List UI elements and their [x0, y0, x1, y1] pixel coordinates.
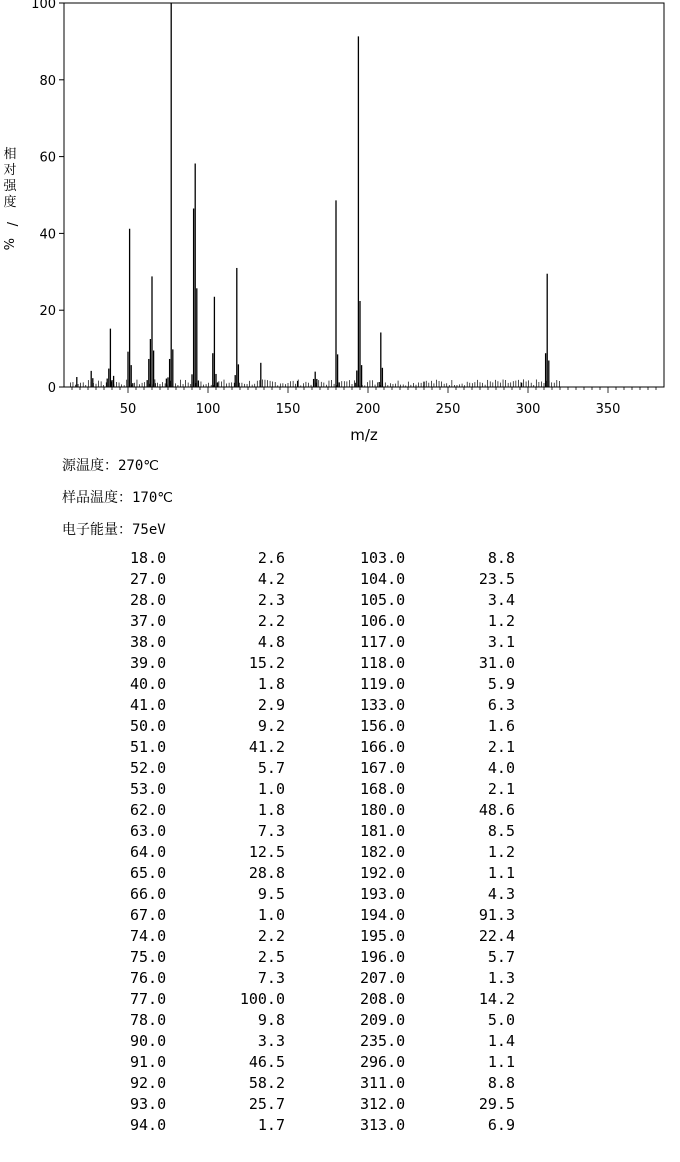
- peak-mz: 27.0: [130, 570, 167, 588]
- peak-row: [130, 1094, 285, 1115]
- peak-mz: 63.0: [130, 822, 167, 840]
- source-temperature: [62, 455, 159, 475]
- peak-abundance: 4.3: [487, 885, 515, 903]
- peak-abundance: 25.7: [248, 1095, 285, 1113]
- peak-mz: 64.0: [130, 843, 167, 861]
- spectrum-peaks: [77, 3, 549, 387]
- peak-mz: 105.0: [360, 591, 406, 609]
- peak-mz: 91.0: [130, 1053, 167, 1071]
- peak-mz: 168.0: [360, 780, 406, 798]
- peak-mz: 207.0: [360, 969, 406, 987]
- peak-mz: 192.0: [360, 864, 406, 882]
- peak-row: [130, 905, 285, 926]
- peak-row: [130, 821, 285, 842]
- peak-row: [360, 737, 515, 758]
- peak-mz: 167.0: [360, 759, 406, 777]
- peak-abundance: 1.3: [487, 969, 515, 987]
- peak-mz: 50.0: [130, 717, 167, 735]
- peak-abundance: 28.8: [248, 864, 285, 882]
- y-tick-label: 80: [39, 73, 56, 89]
- peak-row: [130, 800, 285, 821]
- y-label-char: 相: [3, 147, 17, 162]
- peak-abundance: 2.6: [257, 549, 285, 567]
- mass-spectrum-chart: [0, 0, 680, 450]
- peak-abundance: 29.5: [478, 1095, 515, 1113]
- peak-row: [360, 758, 515, 779]
- peak-abundance: 4.2: [257, 570, 285, 588]
- peak-abundance: 2.1: [487, 780, 515, 798]
- peak-mz: 38.0: [130, 633, 167, 651]
- peak-row: [130, 590, 285, 611]
- x-tick-label: 200: [355, 402, 381, 417]
- peak-abundance: 48.6: [478, 801, 515, 819]
- peak-mz: 76.0: [130, 969, 167, 987]
- peak-row: [360, 653, 515, 674]
- peak-mz: 77.0: [130, 990, 167, 1008]
- peak-abundance: 5.7: [257, 759, 285, 777]
- peak-mz: 75.0: [130, 948, 167, 966]
- y-tick-label: 60: [39, 150, 56, 166]
- peak-row: [130, 758, 285, 779]
- peak-mz: 52.0: [130, 759, 167, 777]
- peak-mz: 106.0: [360, 612, 406, 630]
- peak-mz: 311.0: [360, 1074, 406, 1092]
- peak-abundance: 22.4: [478, 927, 515, 945]
- peak-row: [130, 674, 285, 695]
- peak-mz: 195.0: [360, 927, 406, 945]
- peak-row: [130, 1031, 285, 1052]
- peak-mz: 51.0: [130, 738, 167, 756]
- peak-row: [130, 548, 285, 569]
- source-temp-label: 源温度：: [62, 458, 118, 474]
- peak-row: [360, 1115, 515, 1136]
- peak-mz: 37.0: [130, 612, 167, 630]
- peak-mz: 93.0: [130, 1095, 167, 1113]
- peak-abundance: 14.2: [478, 990, 515, 1008]
- peak-row: [360, 779, 515, 800]
- peak-mz: 312.0: [360, 1095, 406, 1113]
- peak-abundance: 2.3: [257, 591, 285, 609]
- peak-abundance: 5.9: [487, 675, 515, 693]
- peak-abundance: 2.9: [257, 696, 285, 714]
- peak-mz: 92.0: [130, 1074, 167, 1092]
- plot-frame: [64, 3, 664, 387]
- peak-abundance: 7.3: [257, 822, 285, 840]
- y-label-char: 度: [3, 195, 17, 210]
- peak-mz: 117.0: [360, 633, 406, 651]
- peak-mz: 181.0: [360, 822, 406, 840]
- peak-abundance: 8.8: [487, 549, 515, 567]
- peak-mz: 65.0: [130, 864, 167, 882]
- peak-abundance: 1.1: [487, 864, 515, 882]
- peak-row: [130, 1073, 285, 1094]
- x-tick-label: 250: [435, 402, 461, 417]
- electron-energy-value: 75eV: [132, 522, 166, 538]
- peak-abundance: 4.0: [487, 759, 515, 777]
- peak-row: [130, 569, 285, 590]
- peak-mz: 296.0: [360, 1053, 406, 1071]
- y-tick-label: 40: [39, 227, 56, 243]
- peak-abundance: 2.2: [257, 927, 285, 945]
- peak-mz: 67.0: [130, 906, 167, 924]
- peak-row: [130, 1052, 285, 1073]
- peak-abundance: 15.2: [248, 654, 285, 672]
- x-tick-label: 300: [515, 402, 541, 417]
- peak-row: [360, 926, 515, 947]
- peak-mz: 53.0: [130, 780, 167, 798]
- peak-abundance: 1.0: [257, 906, 285, 924]
- peak-row: [360, 632, 515, 653]
- y-axis-ticks: [31, 0, 64, 396]
- y-label-char: /: [3, 222, 19, 227]
- peak-abundance: 4.8: [257, 633, 285, 651]
- peak-mz: 104.0: [360, 570, 406, 588]
- peak-mz: 18.0: [130, 549, 167, 567]
- peak-row: [360, 968, 515, 989]
- peak-row: [360, 569, 515, 590]
- peak-table-right-column: [360, 548, 515, 1136]
- peak-mz: 180.0: [360, 801, 406, 819]
- peak-row: [130, 695, 285, 716]
- peak-row: [360, 1010, 515, 1031]
- peak-mz: 118.0: [360, 654, 406, 672]
- peak-mz: 41.0: [130, 696, 167, 714]
- y-tick-label: 0: [47, 381, 56, 396]
- peak-abundance: 1.1: [487, 1053, 515, 1071]
- peak-mz: 196.0: [360, 948, 406, 966]
- peak-row: [130, 842, 285, 863]
- x-tick-label: 50: [119, 402, 137, 417]
- peak-abundance: 1.8: [257, 675, 285, 693]
- peak-abundance: 91.3: [478, 906, 515, 924]
- peak-abundance: 1.4: [487, 1032, 515, 1050]
- peak-abundance: 41.2: [248, 738, 285, 756]
- peak-abundance: 31.0: [478, 654, 515, 672]
- peak-mz: 313.0: [360, 1116, 406, 1134]
- peak-row: [360, 800, 515, 821]
- peak-mz: 39.0: [130, 654, 167, 672]
- peak-mz: 74.0: [130, 927, 167, 945]
- peak-mz: 94.0: [130, 1116, 167, 1134]
- peak-mz: 193.0: [360, 885, 406, 903]
- peak-row: [360, 1094, 515, 1115]
- peak-mz: 78.0: [130, 1011, 167, 1029]
- peak-mz: 90.0: [130, 1032, 167, 1050]
- peak-abundance: 1.0: [257, 780, 285, 798]
- peak-abundance: 1.2: [487, 612, 515, 630]
- source-temp-value: 270℃: [118, 458, 160, 474]
- peak-abundance: 3.3: [257, 1032, 285, 1050]
- peak-abundance: 5.7: [487, 948, 515, 966]
- sample-temperature: [62, 487, 173, 507]
- peak-abundance: 7.3: [257, 969, 285, 987]
- peak-mz: 235.0: [360, 1032, 406, 1050]
- peak-row: [360, 548, 515, 569]
- sample-temp-label: 样品温度：: [62, 490, 132, 506]
- peak-row: [130, 926, 285, 947]
- peak-abundance: 6.9: [487, 1116, 515, 1134]
- x-tick-label: 150: [275, 402, 301, 417]
- y-tick-label: 100: [31, 0, 56, 12]
- peak-row: [130, 884, 285, 905]
- x-tick-label: 350: [595, 402, 621, 417]
- peak-abundance: 6.3: [487, 696, 515, 714]
- peak-mz: 66.0: [130, 885, 167, 903]
- y-tick-label: 20: [39, 304, 56, 320]
- peak-mz: 119.0: [360, 675, 406, 693]
- peak-abundance: 58.2: [248, 1074, 285, 1092]
- peak-row: [360, 1052, 515, 1073]
- peak-abundance: 3.4: [487, 591, 515, 609]
- peak-row: [360, 905, 515, 926]
- peak-row: [360, 611, 515, 632]
- peak-abundance: 8.8: [487, 1074, 515, 1092]
- peak-abundance: 1.7: [257, 1116, 285, 1134]
- electron-energy: [62, 519, 166, 539]
- peak-row: [360, 821, 515, 842]
- peak-mz: 209.0: [360, 1011, 406, 1029]
- peak-mz: 156.0: [360, 717, 406, 735]
- peak-abundance: 2.5: [257, 948, 285, 966]
- y-label-char: 强: [3, 179, 17, 194]
- peak-abundance: 2.2: [257, 612, 285, 630]
- peak-mz: 208.0: [360, 990, 406, 1008]
- peak-row: [130, 737, 285, 758]
- peak-mz: 182.0: [360, 843, 406, 861]
- peak-row: [360, 884, 515, 905]
- peak-row: [130, 989, 285, 1010]
- peak-row: [360, 674, 515, 695]
- peak-row: [130, 632, 285, 653]
- x-tick-label: 100: [195, 402, 221, 417]
- peak-abundance: 23.5: [478, 570, 515, 588]
- peak-abundance: 3.1: [487, 633, 515, 651]
- peak-row: [130, 779, 285, 800]
- peak-abundance: 2.1: [487, 738, 515, 756]
- peak-row: [360, 695, 515, 716]
- peak-table-left-column: [130, 548, 285, 1136]
- peak-row: [360, 1031, 515, 1052]
- peak-abundance: 1.6: [487, 717, 515, 735]
- peak-row: [130, 947, 285, 968]
- peak-mz: 28.0: [130, 591, 167, 609]
- peak-row: [130, 653, 285, 674]
- peak-abundance: 1.8: [257, 801, 285, 819]
- peak-row: [130, 863, 285, 884]
- peak-row: [130, 611, 285, 632]
- peak-mz: 103.0: [360, 549, 406, 567]
- peak-abundance: 46.5: [248, 1053, 285, 1071]
- peak-abundance: 9.8: [257, 1011, 285, 1029]
- peak-abundance: 5.0: [487, 1011, 515, 1029]
- peak-abundance: 12.5: [248, 843, 285, 861]
- peak-row: [360, 1073, 515, 1094]
- sample-temp-value: 170℃: [132, 490, 174, 506]
- y-label-char: 对: [3, 163, 17, 178]
- peak-row: [130, 1115, 285, 1136]
- peak-mz: 166.0: [360, 738, 406, 756]
- peak-mz: 40.0: [130, 675, 167, 693]
- electron-energy-label: 电子能量：: [62, 522, 132, 538]
- peak-row: [360, 590, 515, 611]
- peak-row: [130, 716, 285, 737]
- peak-mz: 62.0: [130, 801, 167, 819]
- x-axis-label: m/z: [350, 426, 378, 444]
- peak-row: [360, 842, 515, 863]
- peak-row: [360, 989, 515, 1010]
- peak-abundance: 100.0: [239, 990, 285, 1008]
- peak-abundance: 8.5: [487, 822, 515, 840]
- peak-row: [130, 968, 285, 989]
- peak-abundance: 9.5: [257, 885, 285, 903]
- peak-row: [360, 947, 515, 968]
- peak-mz: 194.0: [360, 906, 406, 924]
- peak-mz: 133.0: [360, 696, 406, 714]
- peak-abundance: 9.2: [257, 717, 285, 735]
- y-axis-label: [0, 146, 19, 250]
- peak-row: [130, 1010, 285, 1031]
- peak-row: [360, 863, 515, 884]
- peak-abundance: 1.2: [487, 843, 515, 861]
- chart-axes: [64, 3, 664, 387]
- y-label-char: %: [0, 238, 15, 251]
- x-axis-ticks: [72, 387, 656, 417]
- peak-row: [360, 716, 515, 737]
